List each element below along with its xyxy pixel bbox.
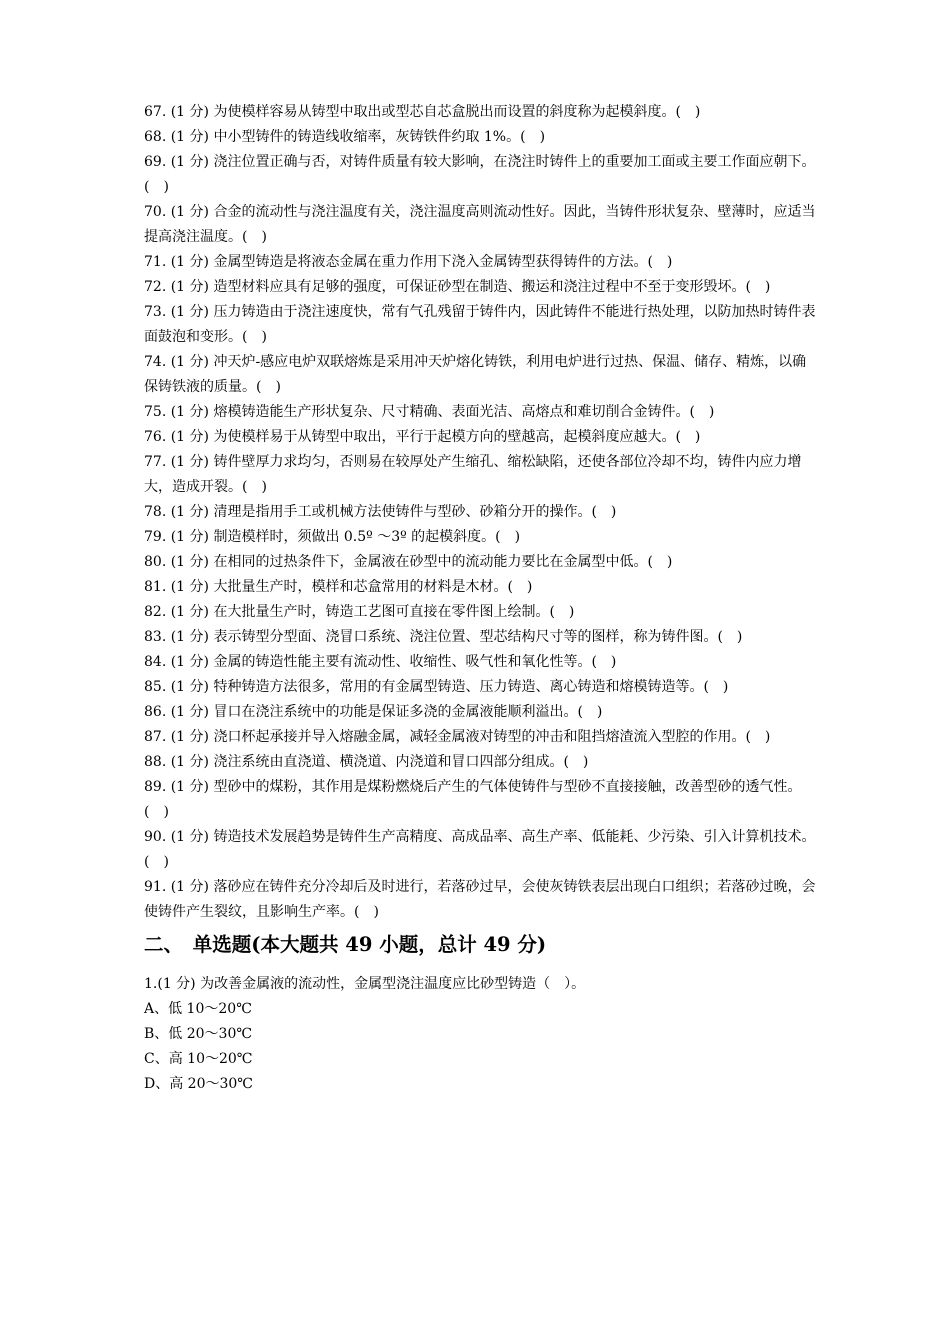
question-item: 82. (1 分) 在大批量生产时，铸造工艺图可直接在零件图上绘制。( ) xyxy=(144,604,575,620)
question-item: 88. (1 分) 浇注系统由直浇道、横浇道、内浇道和冒口四部分组成。( ) xyxy=(144,754,589,770)
question-item: 86. (1 分) 冒口在浇注系统中的功能是保证多浇的金属液能顺利溢出。( ) xyxy=(144,704,603,720)
option-d: D、高 20～30℃ xyxy=(144,1076,253,1092)
question-item: 68. (1 分) 中小型铸件的铸造线收缩率，灰铸铁件约取 1%。( ) xyxy=(144,129,546,145)
option-b: B、低 20～30℃ xyxy=(144,1026,253,1042)
document-page xyxy=(144,100,816,1097)
section-title-single-choice: 二、 单选题(本大题共 49 小题，总计 49 分) xyxy=(144,933,547,956)
question-stem: 1.(1 分) 为改善金属液的流动性，金属型浇注温度应比砂型铸造（ ）。 xyxy=(144,976,586,992)
option-a: A、低 10～20℃ xyxy=(144,1001,252,1017)
true-false-question-list xyxy=(144,100,816,925)
question-item: 83. (1 分) 表示铸型分型面、浇冒口系统、浇注位置、型芯结构尺寸等的图样，称为铸件图。( ) xyxy=(144,629,743,645)
question-item: 67. (1 分) 为使模样容易从铸型中取出或型芯自芯盒脱出而设置的斜度称为起模斜度。( ) xyxy=(144,104,701,120)
question-item: 84. (1 分) 金属的铸造性能主要有流动性、收缩性、吸气性和氧化性等。( ) xyxy=(144,654,617,670)
question-item: 87. (1 分) 浇口杯起承接并导入熔融金属，减轻金属液对铸型的冲击和阻挡熔渣流入型腔的作用。( ) xyxy=(144,729,771,745)
question-item: 90. (1 分) 铸造技术发展趋势是铸件生产高精度、高成品率、高生产率、低能耗、少污染、引入计算机技术。( ) xyxy=(144,829,816,870)
question-item: 79. (1 分) 制造模样时，须做出 0.5º ～3º 的起模斜度。( ) xyxy=(144,529,521,545)
question-item: 71. (1 分) 金属型铸造是将液态金属在重力作用下浇入金属铸型获得铸件的方法。( ) xyxy=(144,254,673,270)
question-item: 91. (1 分) 落砂应在铸件充分冷却后及时进行，若落砂过早，会使灰铸铁表层出现白口组织；若落砂过晚，会使铸件产生裂纹，且影响生产率。( ) xyxy=(144,879,816,920)
question-item: 77. (1 分) 铸件壁厚力求均匀，否则易在较厚处产生缩孔、缩松缺陷，还使各部位冷却不均，铸件内应力增大，造成开裂。( ) xyxy=(144,454,802,495)
question-item: 72. (1 分) 造型材料应具有足够的强度，可保证砂型在制造、搬运和浇注过程中不至于变形毁坏。( ) xyxy=(144,279,771,295)
question-item: 69. (1 分) 浇注位置正确与否，对铸件质量有较大影响，在浇注时铸件上的重要加工面或主要工作面应朝下。( ) xyxy=(144,154,816,195)
question-item: 85. (1 分) 特种铸造方法很多，常用的有金属型铸造、压力铸造、离心铸造和熔模铸造等。( ) xyxy=(144,679,729,695)
question-item: 75. (1 分) 熔模铸造能生产形状复杂、尺寸精确、表面光洁、高熔点和难切削合金铸件。( ) xyxy=(144,404,715,420)
question-item: 89. (1 分) 型砂中的煤粉，其作用是煤粉燃烧后产生的气体使铸件与型砂不直接接触，改善型砂的透气性。( ) xyxy=(144,779,802,820)
question-item: 73. (1 分) 压力铸造由于浇注速度快，常有气孔残留于铸件内，因此铸件不能进行热处理，以防加热时铸件表面鼓泡和变形。( ) xyxy=(144,304,816,345)
question-item: 74. (1 分) 冲天炉-感应电炉双联熔炼是采用冲天炉熔化铸铁，利用电炉进行过热、保温、储存、精炼，以确保铸铁液的质量。( ) xyxy=(144,354,807,395)
question-item: 81. (1 分) 大批量生产时，模样和芯盒常用的材料是木材。( ) xyxy=(144,579,533,595)
question-item: 80. (1 分) 在相同的过热条件下，金属液在砂型中的流动能力要比在金属型中低。( ) xyxy=(144,554,673,570)
single-choice-question xyxy=(144,972,816,1097)
question-item: 78. (1 分) 清理是指用手工或机械方法使铸件与型砂、砂箱分开的操作。( ) xyxy=(144,504,617,520)
question-item: 76. (1 分) 为使模样易于从铸型中取出，平行于起模方向的壁越高，起模斜度应越大。( ) xyxy=(144,429,701,445)
option-c: C、高 10～20℃ xyxy=(144,1051,253,1067)
question-item: 70. (1 分) 合金的流动性与浇注温度有关，浇注温度高则流动性好。因此，当铸件形状复杂、壁薄时，应适当提高浇注温度。( ) xyxy=(144,204,816,245)
